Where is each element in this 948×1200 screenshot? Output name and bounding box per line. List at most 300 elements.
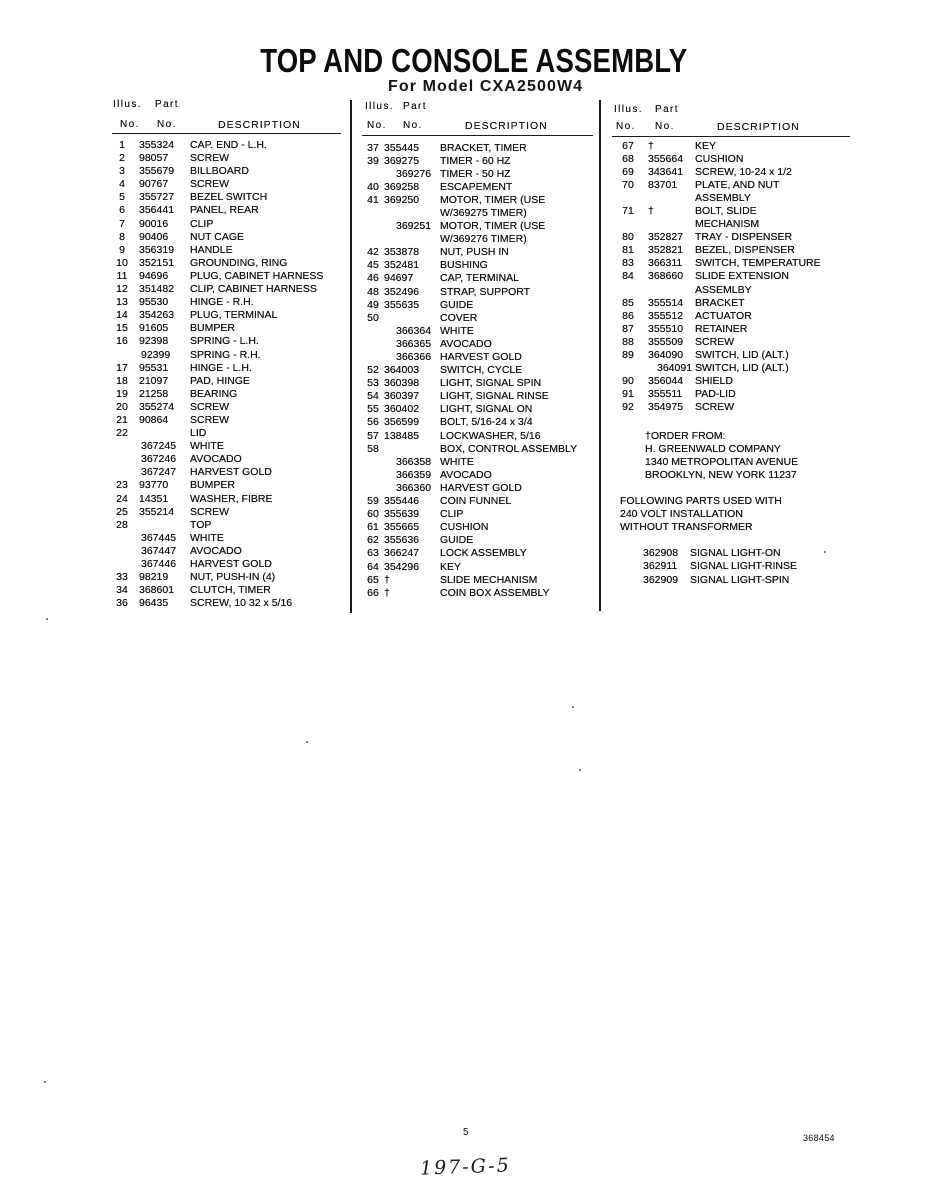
parts-row	[362, 482, 577, 495]
part-number: 355727	[139, 191, 175, 204]
part-description: KEY	[440, 560, 462, 573]
order-city: BROOKLYN, NEW YORK 11237	[645, 469, 797, 482]
part-description: GUIDE	[440, 534, 474, 547]
description-cell	[695, 362, 821, 375]
illus-number: 49	[367, 298, 379, 311]
part-description: WHITE	[440, 324, 474, 337]
part-description: CUSHION	[440, 521, 489, 534]
parts-row	[110, 506, 323, 519]
part-description: PLUG, CABINET HARNESS	[190, 269, 324, 282]
description-cell	[440, 194, 577, 220]
parts-row	[110, 558, 323, 571]
illus-header-label: Illus.	[614, 104, 643, 115]
description-cell	[190, 178, 323, 191]
parts-row	[362, 456, 577, 469]
part-description: SHIELD	[695, 375, 733, 388]
illus-number: 16	[116, 335, 128, 348]
part-number: 96435	[139, 597, 169, 610]
illus-number: 87	[622, 322, 634, 335]
title-block	[0, 44, 948, 77]
part-description: ESCAPEMENT	[440, 180, 513, 193]
part-description: CLIP, CABINET HARNESS	[190, 283, 317, 296]
part-description: PANEL, REAR	[190, 204, 259, 217]
illus-number: 70	[622, 178, 634, 191]
illus-number: 92	[622, 401, 634, 414]
parts-row	[362, 299, 577, 312]
part-number: 369276	[396, 167, 432, 180]
voltage-note-line: FOLLOWING PARTS USED WITH	[620, 494, 782, 507]
parts-row	[110, 204, 323, 217]
illus-number: 36	[116, 597, 128, 610]
part-description: PAD-LID	[695, 388, 736, 401]
scan-speck	[46, 618, 48, 620]
part-number: 355324	[139, 139, 175, 151]
part-number: 94696	[139, 269, 169, 282]
description-cell	[695, 166, 821, 179]
order-from-heading: †ORDER FROM:	[645, 429, 726, 442]
part-number: 367245	[141, 440, 177, 453]
parts-row	[362, 364, 577, 377]
part-description: HARVEST GOLD	[440, 351, 522, 363]
part-description: LIGHT, SIGNAL RINSE	[440, 390, 549, 403]
illus-number: 63	[367, 547, 379, 560]
description-cell	[440, 325, 577, 338]
description-cell	[440, 469, 577, 482]
illus-number: 17	[116, 361, 128, 374]
order-from-note	[645, 430, 798, 483]
description-cell	[190, 335, 323, 348]
part-number	[134, 427, 190, 440]
illus-number: 14	[116, 309, 128, 322]
parts-row	[616, 388, 821, 401]
illus-number: 23	[116, 479, 128, 492]
description-cell	[190, 506, 323, 519]
part-number: 364090	[648, 349, 684, 361]
illus-number: 1	[119, 139, 125, 151]
parts-row	[362, 168, 577, 181]
part-description-continued: MECHANISM	[695, 218, 760, 231]
parts-row	[110, 309, 323, 322]
description-cell	[440, 377, 577, 390]
illus-number: 83	[622, 257, 634, 270]
description-cell	[190, 558, 323, 571]
description-cell	[440, 587, 577, 600]
parts-row	[362, 495, 577, 508]
part-number: 95531	[139, 361, 169, 374]
part-number: †	[648, 204, 654, 217]
illus-number: 25	[116, 505, 128, 518]
illus-number: 90	[622, 375, 634, 388]
part-description-continued: ASSEMBLY	[695, 191, 751, 204]
part-number: 138485	[384, 429, 420, 442]
illus-number: 46	[367, 272, 379, 285]
illus-number: 54	[367, 390, 379, 403]
model-subtitle: For Model CXA2500W4	[388, 78, 584, 95]
part-description: HARVEST GOLD	[440, 481, 522, 494]
part-description: WHITE	[190, 531, 224, 544]
voltage-note-line: 240 VOLT INSTALLATION	[620, 507, 743, 520]
parts-row	[110, 296, 323, 309]
parts-row	[362, 338, 577, 351]
parts-row	[110, 165, 323, 178]
part-number: 95530	[139, 296, 169, 309]
parts-row	[110, 532, 323, 545]
illus-number: 11	[116, 269, 128, 282]
voltage-note	[620, 495, 782, 534]
part-description: PLUG, TERMINAL	[190, 309, 278, 322]
parts-column-2	[362, 142, 577, 600]
illus-number: 39	[367, 154, 379, 167]
part-description: COVER	[440, 311, 478, 324]
illus-number: 37	[367, 141, 379, 154]
description-cell	[440, 456, 577, 469]
part-number: 14351	[139, 492, 169, 505]
illus-number: 18	[116, 374, 128, 387]
part-description: HANDLE	[190, 243, 233, 256]
illus-number	[362, 168, 384, 181]
description-cell	[190, 375, 323, 388]
parts-row	[616, 140, 821, 153]
part-number: 366365	[396, 337, 432, 350]
part-number: 353878	[384, 246, 420, 259]
parts-row	[616, 153, 821, 166]
part-number: 351482	[139, 283, 175, 296]
illus-number: 10	[116, 256, 128, 269]
parts-row	[110, 283, 323, 296]
part-number: 355639	[384, 508, 420, 521]
illus-number: 80	[622, 231, 634, 244]
illus-number	[362, 482, 384, 495]
description-cell	[695, 297, 821, 310]
parts-row	[110, 362, 323, 375]
parts-row	[616, 401, 821, 414]
description-cell	[190, 440, 323, 453]
parts-row	[362, 155, 577, 168]
description-cell	[190, 218, 323, 231]
illus-number: 45	[367, 259, 379, 272]
part-number: 366311	[648, 257, 683, 270]
header-rule	[612, 136, 850, 137]
parts-row	[362, 259, 577, 272]
part-number: 21258	[139, 387, 169, 400]
description-cell	[440, 390, 577, 403]
part-header-label: Part	[655, 104, 679, 115]
illus-number: 86	[622, 309, 634, 322]
description-cell	[190, 414, 323, 427]
parts-row	[362, 561, 577, 574]
description-cell	[190, 283, 323, 296]
parts-row	[362, 534, 577, 547]
part-description: SCREW, 10-24 x 1/2	[695, 165, 792, 178]
illus-number	[362, 338, 384, 351]
description-cell	[440, 364, 577, 377]
illus-number: 4	[119, 178, 125, 191]
description-cell	[190, 479, 323, 492]
column-divider	[599, 100, 601, 611]
signal-part-row	[643, 560, 797, 574]
part-number: 352151	[139, 256, 175, 269]
part-description: COIN FUNNEL	[440, 495, 512, 508]
description-cell	[695, 257, 821, 270]
part-number: 356599	[384, 416, 420, 429]
description-cell	[440, 351, 577, 364]
parts-row	[362, 220, 577, 246]
illus-number: 6	[119, 204, 125, 217]
illus-number: 48	[367, 285, 379, 298]
parts-row	[616, 166, 821, 179]
part-number: 355665	[384, 521, 420, 534]
scan-speck	[824, 551, 826, 553]
parts-row	[110, 519, 323, 532]
parts-row	[362, 351, 577, 364]
description-cell	[190, 545, 323, 558]
description-cell	[190, 191, 323, 204]
signal-part-row	[643, 547, 797, 561]
illus-number: 42	[367, 246, 379, 259]
parts-row	[110, 479, 323, 492]
description-cell	[190, 571, 323, 584]
parts-row	[110, 414, 323, 427]
part-description: BUSHING	[440, 259, 488, 272]
part-number: 367247	[141, 466, 177, 479]
parts-column-1	[110, 139, 323, 610]
description-cell	[440, 495, 577, 508]
part-description: SCREW	[190, 152, 230, 165]
part-number: 92398	[139, 335, 169, 348]
parts-row	[110, 597, 323, 610]
description-cell	[695, 205, 821, 231]
part-description: TIMER - 50 HZ	[440, 167, 511, 180]
header-rule	[362, 135, 593, 136]
description-cell	[440, 220, 577, 246]
illus-number: 85	[622, 296, 634, 309]
part-number: 90406	[139, 230, 169, 243]
order-street: 1340 METROPOLITAN AVENUE	[645, 456, 799, 469]
parts-row	[362, 312, 577, 325]
description-cell	[190, 322, 323, 335]
description-cell	[190, 349, 323, 362]
description-cell	[695, 310, 821, 323]
voltage-note-line: WITHOUT TRANSFORMER	[620, 520, 753, 533]
part-description: SLIDE EXTENSION	[695, 270, 789, 283]
part-description: COIN BOX ASSEMBLY	[440, 586, 550, 599]
part-number: 355512	[648, 309, 684, 322]
part-description: MOTOR, TIMER (USE	[440, 193, 546, 206]
part-description: TRAY - DISPENSER	[695, 231, 793, 244]
description-cell	[440, 312, 577, 325]
parts-row	[616, 257, 821, 270]
description-cell	[190, 270, 323, 283]
description-cell	[190, 296, 323, 309]
part-description: LID	[190, 427, 207, 440]
part-description: SCREW, 10 32 x 5/16	[190, 597, 293, 610]
parts-row	[362, 325, 577, 338]
parts-row	[362, 272, 577, 285]
parts-row	[616, 244, 821, 257]
part-number: 352827	[648, 231, 684, 244]
column-divider	[350, 100, 352, 613]
part-description: BRACKET, TIMER	[440, 141, 527, 154]
parts-row	[362, 194, 577, 220]
part-number: 355445	[384, 141, 420, 154]
parts-row	[616, 270, 821, 296]
parts-row	[110, 152, 323, 165]
parts-row	[362, 587, 577, 600]
part-description: NUT, PUSH-IN (4)	[190, 571, 276, 584]
description-cell	[440, 286, 577, 299]
part-number: 355679	[139, 165, 175, 178]
description-cell	[440, 272, 577, 285]
page-title: TOP AND CONSOLE ASSEMBLY	[260, 42, 688, 79]
part-number: 355274	[139, 400, 175, 413]
part-description: HARVEST GOLD	[190, 558, 272, 570]
illus-number: 64	[367, 560, 379, 573]
part-description: ACTUATOR	[695, 309, 752, 322]
part-description: SWITCH, LID (ALT.)	[695, 349, 789, 361]
part-description: SIGNAL LIGHT-RINSE	[690, 560, 797, 572]
parts-row	[362, 390, 577, 403]
illus-number: 55	[367, 403, 379, 416]
part-description: MOTOR, TIMER (USE	[440, 220, 546, 233]
parts-row	[616, 205, 821, 231]
illus-number	[110, 453, 134, 466]
parts-row	[110, 270, 323, 283]
part-number: 362908	[643, 546, 679, 559]
illus-no-header-label: No.	[616, 121, 636, 132]
part-description: CAP. END - L.H.	[190, 139, 267, 151]
part-description: KEY	[695, 139, 717, 152]
parts-row	[616, 310, 821, 323]
description-cell	[695, 270, 821, 296]
description-cell	[190, 401, 323, 414]
part-description: NUT CAGE	[190, 230, 245, 243]
parts-row	[362, 403, 577, 416]
part-description-continued: W/369275 TIMER)	[440, 206, 527, 219]
part-number: 354975	[648, 401, 684, 414]
description-cell	[190, 493, 323, 506]
part-number: †	[384, 573, 390, 586]
part-description: GROUNDING, RING	[190, 256, 288, 269]
part-number: 354296	[384, 560, 420, 573]
part-description: BILLBOARD	[190, 165, 249, 178]
part-number: 354263	[139, 309, 175, 322]
description-cell	[440, 547, 577, 560]
parts-row	[110, 545, 323, 558]
description-cell	[440, 443, 577, 456]
description-cell	[190, 244, 323, 257]
illus-number	[110, 532, 134, 545]
header-rule	[112, 133, 341, 134]
part-description: SWITCH, TEMPERATURE	[695, 257, 821, 270]
part-number: 369251	[396, 220, 432, 233]
part-description: HINGE - L.H.	[190, 361, 252, 374]
part-description: SWITCH, CYCLE	[440, 364, 523, 377]
part-number: 356441	[139, 204, 175, 217]
illus-number: 9	[119, 243, 125, 256]
parts-row	[616, 362, 821, 375]
illus-number: 66	[367, 586, 379, 599]
description-cell	[695, 401, 821, 414]
illus-number	[362, 325, 384, 338]
illus-number: 91	[622, 388, 634, 401]
illus-number: 71	[622, 204, 634, 217]
illus-number: 24	[116, 492, 128, 505]
description-cell	[440, 416, 577, 429]
description-header-label: DESCRIPTION	[717, 121, 800, 133]
part-number: 98219	[139, 571, 169, 584]
part-number: 355511	[648, 388, 683, 401]
parts-row	[110, 139, 323, 152]
parts-row	[362, 443, 577, 456]
illus-number	[110, 545, 134, 558]
illus-number	[362, 220, 384, 246]
illus-number	[616, 362, 640, 375]
part-description: BRACKET	[695, 296, 745, 309]
description-cell	[190, 532, 323, 545]
parts-row	[362, 181, 577, 194]
part-description: BUMPER	[190, 322, 235, 335]
description-cell	[190, 519, 323, 532]
parts-row	[110, 244, 323, 257]
part-description: CUSHION	[695, 152, 744, 165]
description-cell	[190, 597, 323, 610]
part-description: BEARING	[190, 387, 238, 400]
part-description: CLUTCH, TIMER	[190, 584, 271, 597]
parts-row	[362, 377, 577, 390]
part-description: WASHER, FIBRE	[190, 492, 273, 505]
illus-number: 50	[367, 311, 379, 324]
illus-number	[110, 466, 134, 479]
part-description: BOLT, SLIDE	[695, 204, 757, 217]
illus-number: 19	[116, 387, 128, 400]
parts-row	[110, 191, 323, 204]
parts-row	[362, 246, 577, 259]
parts-row	[110, 349, 323, 362]
parts-row	[110, 388, 323, 401]
description-cell	[695, 140, 821, 153]
illus-header-label: Illus.	[113, 99, 142, 110]
parts-row	[362, 286, 577, 299]
description-cell	[190, 362, 323, 375]
parts-row	[616, 323, 821, 336]
description-cell	[190, 257, 323, 270]
part-number: 355664	[648, 152, 684, 165]
part-number: 364091	[657, 362, 693, 375]
description-cell	[440, 259, 577, 272]
parts-row	[110, 375, 323, 388]
part-number: 368660	[648, 270, 684, 283]
parts-row	[110, 335, 323, 348]
part-header-label: Part	[403, 101, 427, 112]
parts-row	[616, 231, 821, 244]
description-cell	[440, 142, 577, 155]
description-cell	[440, 155, 577, 168]
part-number: 367447	[141, 544, 177, 557]
part-number	[134, 519, 190, 532]
part-description: HARVEST GOLD	[190, 466, 272, 479]
part-number: 360397	[384, 390, 420, 403]
part-number: 369275	[384, 154, 420, 167]
part-no-header-label: No.	[655, 121, 675, 132]
parts-row	[110, 178, 323, 191]
part-description: LIGHT, SIGNAL SPIN	[440, 377, 542, 390]
description-cell	[695, 179, 821, 205]
part-description-continued: ASSEMLBY	[695, 283, 752, 296]
parts-row	[616, 179, 821, 205]
parts-row	[110, 427, 323, 440]
description-cell	[190, 388, 323, 401]
illus-no-header-label: No.	[120, 119, 140, 130]
